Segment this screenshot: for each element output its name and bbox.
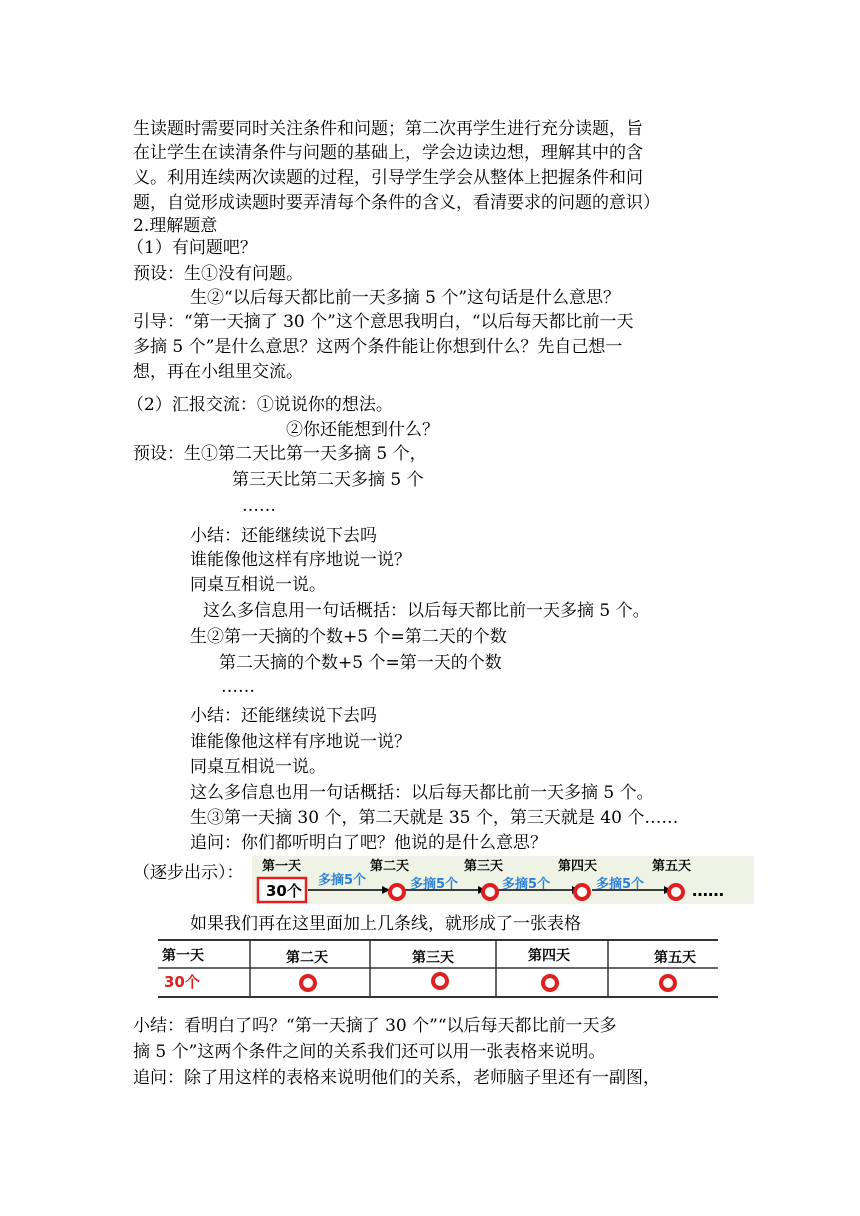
text-line: …… — [221, 677, 255, 697]
step-label: 多摘5个 — [410, 877, 459, 892]
text-line: ②你还能想到什么？ — [286, 420, 439, 440]
text-line: 小结：还能继续说下去吗 — [190, 706, 377, 726]
text-line: 追问：除了用这样的表格来说明他们的关系，老师脑子里还有一副图， — [133, 1068, 660, 1088]
text-line: 同桌互相说一说。 — [190, 757, 326, 777]
day-label: 第一天 — [262, 859, 302, 874]
day-marker-circle — [543, 976, 557, 990]
table-day-header: 第五天 — [654, 950, 696, 966]
text-line: 第三天比第二天多摘 5 个 — [232, 470, 424, 490]
text-line: 摘 5 个”这两个条件之间的关系我们还可以用一张表格来说明。 — [133, 1042, 606, 1062]
text-line: 义。利用连续两次读题的过程，引导学生学会从整体上把握条件和问 — [133, 168, 643, 188]
text-line: （逐步出示）： — [133, 863, 244, 883]
text-line: 小结：还能继续说下去吗 — [190, 526, 377, 546]
text-line: 小结：看明白了吗？“第一天摘了 30 个”“以后每天都比前一天多 — [133, 1016, 617, 1036]
text-line: 这么多信息也用一句话概括：以后每天都比前一天多摘 5 个。 — [190, 783, 654, 803]
text-line: 多摘 5 个”是什么意思？这两个条件能让你想到什么？先自己想一 — [133, 337, 623, 357]
day-label: 第二天 — [370, 859, 410, 874]
day-marker-circle — [433, 974, 447, 988]
text-line: 这么多信息用一句话概括：以后每天都比前一天多摘 5 个。 — [203, 601, 650, 621]
step-label: 多摘5个 — [318, 873, 367, 888]
text-line: 题，自觉形成读题时要弄清每个条件的含义，看清要求的问题的意识） — [133, 193, 660, 213]
step-label: 多摘5个 — [502, 877, 551, 892]
text-line: 第二天摘的个数+5 个=第一天的个数 — [219, 653, 502, 673]
text-line: 生②第一天摘的个数+5 个=第二天的个数 — [190, 627, 507, 647]
day-table-diagram — [158, 938, 718, 1000]
text-line: 生③第一天摘 30 个，第二天就是 35 个，第三天就是 40 个…… — [190, 808, 679, 828]
table-day-header: 第四天 — [528, 948, 570, 964]
text-line: 在让学生在读清条件与问题的基础上，学会边读边想，理解其中的含 — [133, 143, 643, 163]
text-line: 如果我们再在这里面加上几条线，就形成了一张表格 — [190, 914, 581, 934]
text-line: （2）汇报交流：①说说你的想法。 — [127, 395, 393, 415]
step-label: 多摘5个 — [596, 877, 645, 892]
day-marker-circle — [669, 885, 683, 899]
text-line: …… — [242, 496, 276, 516]
day-label: 第三天 — [464, 859, 504, 874]
text-line: 生②“以后每天都比前一天多摘 5 个”这句话是什么意思？ — [190, 288, 621, 308]
text-line: 预设：生①没有问题。 — [133, 264, 303, 284]
table-day-header: 第二天 — [286, 950, 328, 966]
text-line: 生读题时需要同时关注条件和问题；第二次再学生进行充分读题，旨 — [133, 119, 643, 139]
progression-diagram — [252, 856, 754, 904]
text-line: 谁能像他这样有序地说一说？ — [190, 732, 411, 752]
text-line: 预设：生①第二天比第一天多摘 5 个， — [133, 444, 427, 464]
day-marker-circle — [483, 885, 497, 899]
text-line: 谁能像他这样有序地说一说？ — [190, 550, 411, 570]
table-day-header: 第一天 — [162, 948, 204, 964]
day-label: 第五天 — [652, 859, 692, 874]
text-line: 引导：“第一天摘了 30 个”这个意思我明白，“以后每天都比前一天 — [133, 312, 634, 332]
first-day-value: 30个 — [266, 882, 302, 900]
strip-ellipsis: …… — [692, 881, 724, 900]
day-marker-circle — [661, 976, 675, 990]
text-line: 同桌互相说一说。 — [190, 575, 326, 595]
table-day-header: 第三天 — [412, 950, 454, 966]
text-line: （1）有问题吧？ — [127, 238, 257, 258]
day-marker-circle — [575, 885, 589, 899]
table-first-value: 30个 — [164, 973, 200, 991]
text-line: 想，再在小组里交流。 — [133, 362, 303, 382]
section-heading: 2.理解题意 — [133, 216, 218, 236]
text-line: 追问：你们都听明白了吧？他说的是什么意思？ — [190, 833, 547, 853]
day-label: 第四天 — [558, 859, 598, 874]
day-marker-circle — [301, 976, 315, 990]
day-marker-circle — [390, 885, 404, 899]
